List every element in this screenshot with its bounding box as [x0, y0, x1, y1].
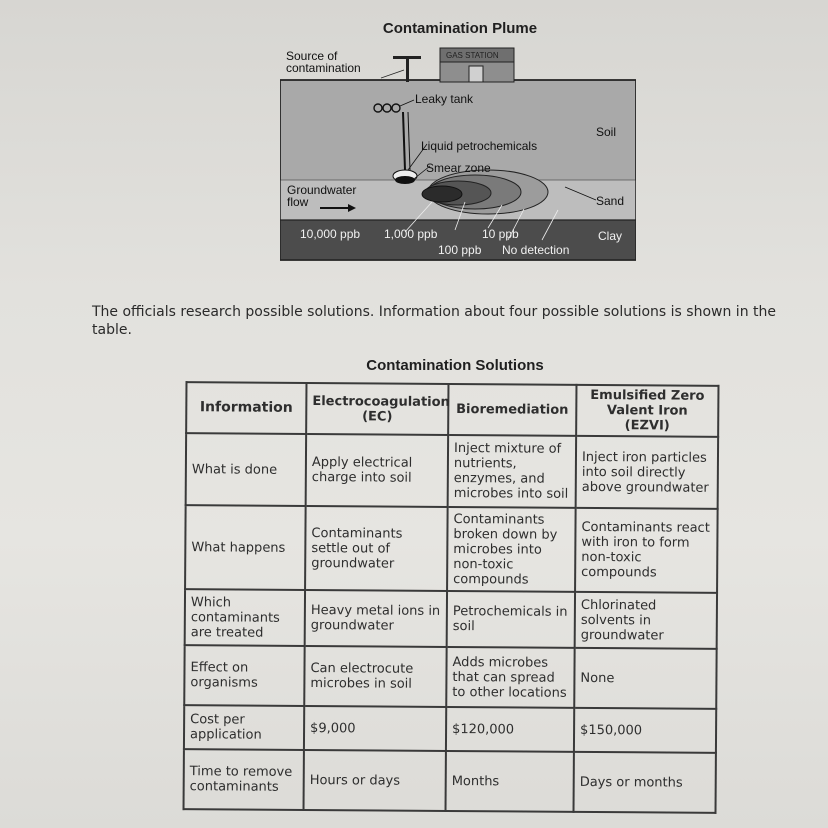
row-label: Cost per application: [184, 705, 304, 750]
source-label: Source of contamination: [286, 49, 361, 75]
table-row: [184, 705, 716, 753]
diagram-title: Contamination Plume: [382, 20, 538, 37]
table-cell: Days or months: [574, 752, 716, 813]
table-row: [184, 645, 716, 709]
table-cell: Can electrocute microbes in soil: [304, 646, 446, 707]
table-cell: None: [574, 648, 716, 709]
table-cell: Apply electrical charge into soil: [306, 434, 448, 507]
row-label: What is done: [186, 433, 306, 506]
table-cell: Contaminants react with iron to form non-toxic compounds: [575, 508, 718, 593]
contamination-solutions-table: [183, 381, 720, 814]
row-label: Effect on organisms: [184, 645, 304, 706]
liquid-petrochemicals-label: Liquid petrochemicals: [421, 139, 538, 153]
table-cell: Chlorinated solvents in groundwater: [575, 592, 717, 649]
table-cell: Months: [446, 751, 574, 812]
table-row: [185, 505, 718, 593]
table-cell: $150,000: [574, 708, 716, 753]
gas-station-label: GAS STATION: [446, 51, 499, 60]
table-cell: Petrochemicals in soil: [447, 591, 575, 648]
table-cell: Contaminants settle out of groundwater: [305, 506, 448, 591]
table-cell: $120,000: [446, 707, 574, 752]
table-row: [184, 749, 716, 813]
row-label: What happens: [185, 505, 306, 590]
table-row: [185, 589, 717, 649]
leaky-tank-label: Leaky tank: [415, 92, 474, 106]
table-title: Contamination Solutions: [366, 357, 544, 374]
no-detection-label: No detection: [502, 243, 570, 257]
ppb-1000-label: 1,000 ppb: [384, 227, 438, 241]
row-label: Which contaminants are treated: [185, 589, 305, 646]
table-cell: Inject mixture of nutrients, enzymes, and microbes into soil: [448, 435, 576, 508]
contamination-plume-diagram: [280, 42, 636, 266]
table-cell: Inject iron particles into soil directly above groundwater: [576, 436, 718, 509]
table-cell: Hours or days: [304, 750, 446, 811]
instructions-paragraph: The officials research possible solutions. Information about four possible solutions is shown in the table.: [92, 304, 776, 338]
table-cell: $9,000: [304, 706, 446, 751]
soil-label: Soil: [596, 125, 617, 139]
table-header-row: [186, 382, 718, 437]
header-information: Information: [186, 382, 306, 434]
table-row: [186, 433, 718, 509]
table-cell: Contaminants broken down by microbes into non-toxic compounds: [447, 507, 576, 592]
header-electrocoagulation: Electrocoagulation (EC): [306, 383, 448, 435]
table-cell: Heavy metal ions in groundwater: [305, 590, 447, 647]
header-bioremediation: Bioremediation: [448, 384, 576, 436]
clay-label: Clay: [598, 229, 623, 243]
smear-zone-label: Smear zone: [426, 161, 491, 175]
ppb-100-label: 100 ppb: [438, 243, 482, 257]
row-label: Time to remove contaminants: [184, 749, 304, 810]
ppb-10000-label: 10,000 ppb: [300, 227, 361, 241]
sand-label: Sand: [596, 194, 625, 208]
ppb-10-label: 10 ppb: [482, 227, 519, 241]
table-cell: Adds microbes that can spread to other locations: [446, 647, 574, 708]
header-ezvi: Emulsified Zero Valent Iron (EZVI): [576, 385, 718, 437]
groundwater-flow-label: Groundwater flow: [287, 183, 357, 209]
